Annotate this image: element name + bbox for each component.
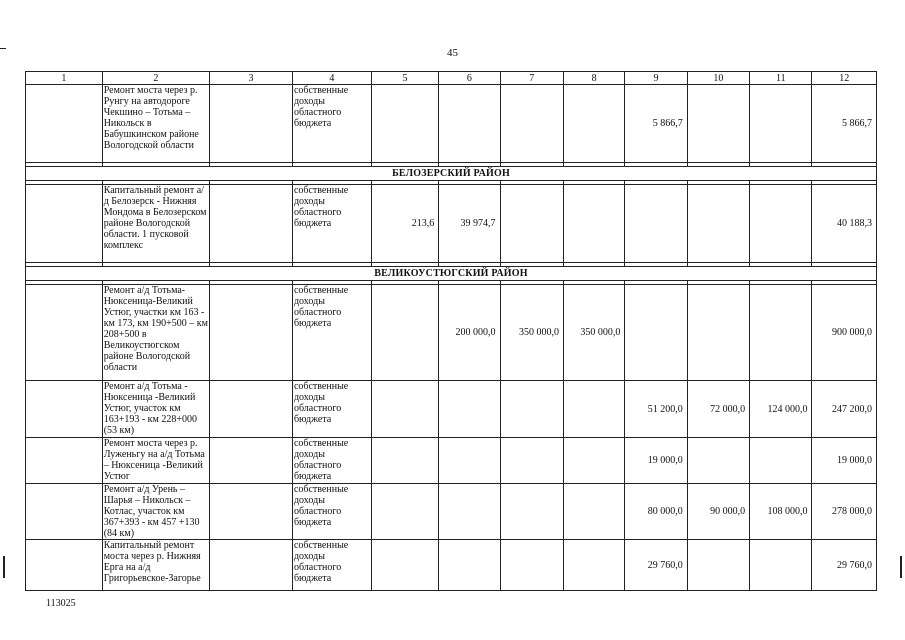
column-number-cell: 3 [210, 72, 293, 85]
amount-cell [750, 285, 812, 381]
total-value-cell: 29 760,0 [812, 540, 877, 591]
table-row [26, 540, 877, 591]
funding-source-cell: собственные доходы областного бюджета [292, 540, 371, 591]
empty-cell [210, 381, 293, 438]
table-row [26, 85, 877, 163]
table-row [26, 285, 877, 381]
empty-cell [210, 438, 293, 484]
budget-table [25, 71, 877, 591]
column-number-cell: 10 [687, 72, 749, 85]
amount-cell [371, 381, 439, 438]
object-name-cell: Капитальный ремонт а/д Белозерск - Нижняя Мондома в Белозерском районе Вологодской области. 1 пусковой комплекс [102, 185, 209, 263]
funding-source-cell: собственные доходы областного бюджета [292, 185, 371, 263]
object-name-cell: Ремонт моста через р. Рунгу на автодороге Чекшино – Тотьма – Никольск в Бабушкинском районе Вологодской области [102, 85, 209, 163]
row-number-cell [26, 438, 103, 484]
amount-cell [563, 85, 624, 163]
amount-cell [750, 438, 812, 484]
row-number-cell [26, 185, 103, 263]
amount-cell: 350 000,0 [500, 285, 563, 381]
row-number-cell [26, 540, 103, 591]
amount-cell: 124 000,0 [750, 381, 812, 438]
table-row [26, 185, 877, 263]
funding-source-cell: собственные доходы областного бюджета [292, 85, 371, 163]
amount-cell [687, 438, 749, 484]
object-name-cell: Капитальный ремонт моста через р. Нижняя Ерга на а/д Григорьевское-Загорье [102, 540, 209, 591]
empty-cell [210, 185, 293, 263]
empty-cell [210, 484, 293, 540]
total-value-cell: 278 000,0 [812, 484, 877, 540]
column-number-cell: 8 [563, 72, 624, 85]
amount-cell: 200 000,0 [439, 285, 500, 381]
column-number-cell: 7 [500, 72, 563, 85]
amount-cell [439, 484, 500, 540]
object-name-cell: Ремонт а/д Тотьма - Нюксеница -Великий Устюг, участок км 163+193 - км 228+000 (53 км) [102, 381, 209, 438]
amount-cell [563, 185, 624, 263]
table-row [26, 484, 877, 540]
column-number-cell: 1 [26, 72, 103, 85]
object-name-cell: Ремонт а/д Урень – Шарья – Никольск – Котлас, участок км 367+393 - км 457 +130 (84 км) [102, 484, 209, 540]
total-value-cell: 19 000,0 [812, 438, 877, 484]
funding-source-cell: собственные доходы областного бюджета [292, 285, 371, 381]
object-name-cell: Ремонт моста через р. Луженьгу на а/д Тотьма – Нюксеница -Великий Устюг [102, 438, 209, 484]
amount-cell: 5 866,7 [625, 85, 687, 163]
row-number-cell [26, 381, 103, 438]
total-value-cell: 900 000,0 [812, 285, 877, 381]
total-value-cell: 40 188,3 [812, 185, 877, 263]
table-row [26, 438, 877, 484]
amount-cell [563, 484, 624, 540]
amount-cell [687, 540, 749, 591]
district-row [26, 267, 877, 281]
amount-cell: 108 000,0 [750, 484, 812, 540]
amount-cell [371, 285, 439, 381]
amount-cell [371, 85, 439, 163]
amount-cell [500, 484, 563, 540]
row-number-cell [26, 85, 103, 163]
amount-cell [687, 185, 749, 263]
right-edge-mark [900, 556, 902, 578]
empty-cell [210, 85, 293, 163]
empty-cell [210, 285, 293, 381]
column-number-cell: 5 [371, 72, 439, 85]
left-edge-mark [0, 48, 6, 49]
amount-cell: 80 000,0 [625, 484, 687, 540]
district-row [26, 167, 877, 181]
amount-cell [371, 540, 439, 591]
page-number: 45 [447, 47, 458, 59]
amount-cell [687, 85, 749, 163]
amount-cell: 72 000,0 [687, 381, 749, 438]
amount-cell [439, 540, 500, 591]
row-number-cell [26, 285, 103, 381]
document-code: 113025 [46, 598, 76, 609]
amount-cell: 19 000,0 [625, 438, 687, 484]
column-number-cell: 9 [625, 72, 687, 85]
funding-source-cell: собственные доходы областного бюджета [292, 484, 371, 540]
column-number-cell: 11 [750, 72, 812, 85]
amount-cell [750, 540, 812, 591]
amount-cell [750, 85, 812, 163]
amount-cell [563, 381, 624, 438]
amount-cell [750, 185, 812, 263]
amount-cell [371, 438, 439, 484]
left-edge-mark [3, 556, 5, 578]
district-title: БЕЛОЗЕРСКИЙ РАЙОН [26, 167, 877, 181]
amount-cell: 213,6 [371, 185, 439, 263]
column-number-cell: 2 [102, 72, 209, 85]
amount-cell [500, 540, 563, 591]
column-number-cell: 6 [439, 72, 500, 85]
amount-cell [439, 438, 500, 484]
amount-cell [500, 85, 563, 163]
amount-cell [500, 185, 563, 263]
row-number-cell [26, 484, 103, 540]
table-row [26, 381, 877, 438]
funding-source-cell: собственные доходы областного бюджета [292, 381, 371, 438]
total-value-cell: 5 866,7 [812, 85, 877, 163]
column-number-cell: 12 [812, 72, 877, 85]
district-title: ВЕЛИКОУСТЮГСКИЙ РАЙОН [26, 267, 877, 281]
amount-cell [500, 381, 563, 438]
column-number-cell: 4 [292, 72, 371, 85]
amount-cell: 350 000,0 [563, 285, 624, 381]
amount-cell [439, 85, 500, 163]
amount-cell [371, 484, 439, 540]
amount-cell: 51 200,0 [625, 381, 687, 438]
empty-cell [210, 540, 293, 591]
amount-cell [563, 540, 624, 591]
amount-cell [625, 185, 687, 263]
amount-cell [500, 438, 563, 484]
amount-cell: 29 760,0 [625, 540, 687, 591]
total-value-cell: 247 200,0 [812, 381, 877, 438]
amount-cell [687, 285, 749, 381]
amount-cell [439, 381, 500, 438]
amount-cell [563, 438, 624, 484]
object-name-cell: Ремонт а/д Тотьма-Нюксеница-Великий Устюг, участки км 163 - км 173, км 190+500 – км 208+500 в Великоустюгском районе Вологодской области [102, 285, 209, 381]
amount-cell: 90 000,0 [687, 484, 749, 540]
amount-cell: 39 974,7 [439, 185, 500, 263]
funding-source-cell: собственные доходы областного бюджета [292, 438, 371, 484]
amount-cell [625, 285, 687, 381]
column-number-row [26, 72, 877, 85]
